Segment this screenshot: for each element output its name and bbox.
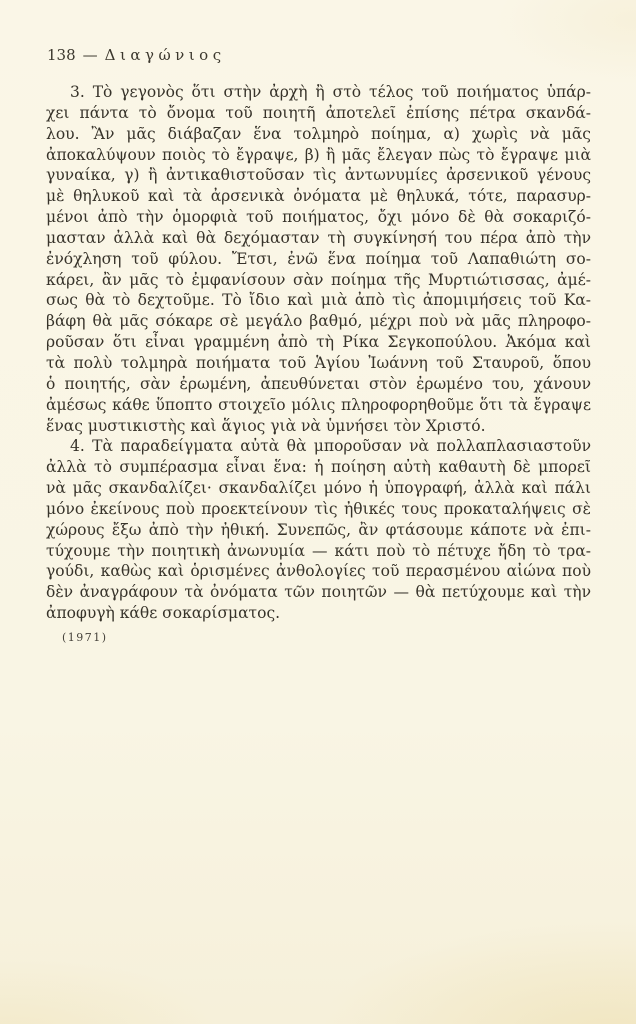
text-line: ἀποφυγὴ κάθε σοκαρίσματος.	[46, 604, 281, 623]
text-line: μένοι ἀπὸ τὴν ὁμορφιὰ τοῦ ποιήματος, ὄχι μόνο δὲ θὰ σοκαριζό-	[46, 208, 591, 227]
text-line: ὁ ποιητής, σὰν ἐρωμένη, ἀπευθύνεται στὸν ἐρωμένο του, χάνουν	[46, 374, 591, 393]
text-line: τὰ πολὺ τολμηρὰ ποιήματα τοῦ Ἁγίου Ἰωάννη τοῦ Σταυροῦ, ὅπου	[46, 353, 591, 372]
header-separator-dash: —	[82, 46, 98, 64]
text-line: 3. Τὸ γεγονὸς ὅτι στὴν ἀρχὴ ἢ στὸ τέλος τοῦ ποιήματος ὑπάρ-	[70, 83, 591, 101]
page-number: 138	[47, 46, 76, 64]
text-line: γυναίκα, γ) ἢ ἀντικαθιστοῦσαν τὶς ἀντωνυμίες ἀρσενικοῦ γένους	[46, 166, 591, 185]
text-line: ἀποκαλύψουν ποιὸς τὸ ἔγραψε, β) ἢ μᾶς ἔλεγαν πὼς τὸ ἔγραψε μιὰ	[46, 145, 591, 164]
text-line: ἀλλὰ τὸ συμπέρασμα εἶναι ἕνα: ἡ ποίηση αὐτὴ καθαυτὴ δὲ μπορεῖ	[46, 458, 591, 477]
text-line: χει πάντα τὸ ὄνομα τοῦ ποιητῆ ἀποτελεῖ ἐπίσης πέτρα σκανδά-	[46, 103, 591, 122]
text-line: κάρει, ἂν μᾶς τὸ ἐμφανίσουν σὰν ποίημα τῆς Μυρτιώτισσας, ἀμέ-	[46, 270, 591, 289]
text-line: ἕνας μυστικιστὴς καὶ ἅγιος γιὰ νὰ ὑμνήσει τὸν Χριστό.	[46, 416, 486, 435]
text-line: μὲ θηλυκοῦ καὶ τὰ ἀρσενικὰ ὀνόματα μὲ θηλυκά, τότε, παρασυρ-	[46, 187, 591, 206]
paragraph	[46, 82, 591, 436]
text-line: λου. Ἂν μᾶς διάβαζαν ἕνα τολμηρὸ ποίημα, α) χωρὶς νὰ μᾶς	[46, 124, 591, 143]
paragraph	[46, 436, 591, 624]
footnote-year: (1971)	[62, 631, 108, 644]
running-head	[47, 46, 226, 64]
text-line: τύχουμε τὴν ποιητικὴ ἀνωνυμία — κάτι ποὺ τὸ πέτυχε ἤδη τὸ τρα-	[46, 541, 591, 560]
text-line: νὰ μᾶς σκανδαλίζει· σκανδαλίζει μόνο ἡ ὑπογραφή, ἀλλὰ καὶ πάλι	[46, 479, 591, 498]
text-line: σως θὰ τὸ δεχτοῦμε. Τὸ ἴδιο καὶ μιὰ ἀπὸ τὶς ἀπομιμήσεις τοῦ Κα-	[46, 291, 591, 310]
text-line: γούδι, καθὼς καὶ ὁρισμένες ἀνθολογίες τοῦ περασμένου αἰώνα ποὺ	[46, 562, 591, 581]
text-line: ἐνόχληση τοῦ φύλου. Ἔτσι, ἐνῶ ἕνα ποίημα τοῦ Λαπαθιώτη σο-	[46, 249, 591, 268]
text-line: ἀμέσως κάθε ὕποπτο στοιχεῖο μόλις πληροφορηθοῦμε ὅτι τὰ ἔγραψε	[46, 395, 591, 414]
journal-title: Διαγώνιος	[104, 46, 226, 64]
text-line: χώρους ἔξω ἀπὸ τὴν ἠθική. Συνεπῶς, ἂν φτάσουμε κάποτε νὰ ἐπι-	[46, 520, 591, 539]
body-text	[46, 82, 591, 624]
text-line: βάφη θὰ μᾶς σόκαρε σὲ μεγάλο βαθμό, μέχρι ποὺ νὰ μᾶς πληροφο-	[46, 312, 591, 331]
text-line: μασταν ἀλλὰ καὶ θὰ δεχόμασταν τὴ συγκίνησή του πέρα ἀπὸ τὴν	[46, 228, 591, 247]
text-line: μόνο ἐκείνους ποὺ προεκτείνουν τὶς ἠθικές τους προκαταλήψεις σὲ	[46, 499, 591, 518]
text-line: 4. Τὰ παραδείγματα αὐτὰ θὰ μποροῦσαν νὰ πολλαπλασιαστοῦν	[70, 437, 591, 456]
text-line: δὲν ἀναγράφουν τὰ ὀνόματα τῶν ποιητῶν — θὰ πετύχουμε καὶ τὴν	[46, 583, 591, 602]
text-line: ροῦσαν ὅτι εἶναι γραμμένη ἀπὸ τὴ Ρίκα Σεγκοπούλου. Ἀκόμα καὶ	[46, 333, 591, 352]
